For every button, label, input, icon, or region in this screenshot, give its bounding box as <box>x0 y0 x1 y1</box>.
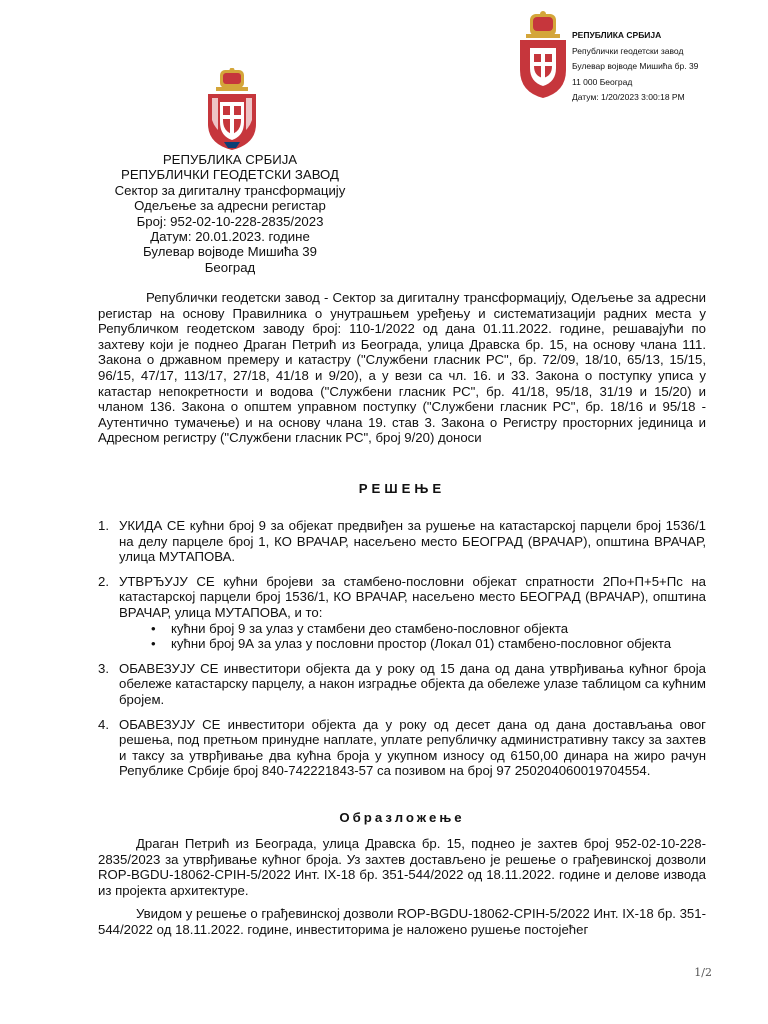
item-text: ОБАВЕЗУЈУ СЕ инвеститори објекта да у року од 15 дана од дана утврђивања кућног броја обележе катастарску парцелу, а након изградње објекта да обележе улазе таблицом са кућним бројем. <box>119 660 706 707</box>
document-header <box>90 152 370 275</box>
intro-paragraph: Републички геодетски завод - Сектор за дигиталну трансформацију, Одељење за адресни регистар на основу Правилника о унутрашњем уређењу и систематизацији радних места у Републичком геодетском заводу број: 110-1/2022 од дана 01.11.2022. године, решавајући по захтеву који је поднео Драган Петрић из Београда, улица Дравска бр. 15, на основу члана 111. Закона о државном премеру и катастру ("Службени гласник РС", бр. 72/09, 18/10, 65/13, 15/15, 96/15, 47/17, 113/17, 27/18, 41/18 и 9/20), а у вези са чл. 16. и 33. Закона о поступку уписа у катастар непокретности и водова ("Службени гласник РС", бр. 41/18, 95/18, 31/19 и 15/20) и чланом 136. Закона о општем управном поступку ("Службени гласник РС", бр. 18/16 и 95/18 - Аутентично тумачење) и на основу члана 19. став 3. Закона о Регистру просторних јединица и Адресном регистру ("Службени гласник РС", број 9/20) доноси <box>98 290 706 446</box>
item-text: УКИДА СЕ кућни број 9 за објекат предвиђен за рушење на катастарској парцели број 1536/1 на делу парцеле број 1, КО ВРАЧАР, насељено место БЕОГРАД (ВРАЧАР), општина ВРАЧАР, улица МУТАПОВА. <box>119 518 706 565</box>
item-number: 4. <box>98 716 109 732</box>
stamp-line: Републички геодетски завод <box>572 45 684 56</box>
item-text: УТВРЂУЈУ СЕ кућни бројеви за стамбено-пословни објекат спратности 2По+П+5+Пс на катастарској парцели број 1536/1, КО ВРАЧАР, насељено место БЕОГРАД (ВРАЧАР), општина ВРАЧАР, улица МУТАПОВА, и то: <box>119 573 706 620</box>
header-sector: Сектор за дигиталну трансформацију <box>114 182 346 198</box>
serbia-coat-of-arms-icon <box>204 68 260 152</box>
header-institution: РЕПУБЛИЧКИ ГЕОДЕТСКИ ЗАВОД <box>121 167 339 183</box>
bullet-item: • кућни број 9А за улаз у пословни простор (Локал 01) стамбено-пословног објекта <box>149 636 706 652</box>
header-date: Датум: 20.01.2023. године <box>150 229 310 245</box>
decision-title: РЕШЕЊЕ <box>358 481 446 496</box>
bullet-item: • кућни број 9 за улаз у стамбени део стамбено-пословног објекта <box>149 621 706 637</box>
item-text: ОБАВЕЗУЈУ СЕ инвеститори објекта да у року од десет дана од дана достављања овог решења, под претњом принудне наплате, уплате републичку административну таксу за захтев и таксу за утврђивање два кућна броја у укупном износу од 6150,00 динара на жиро рачун Републике Србије број 840-742221843-57 са позивом на број 97 250204060019704554. <box>119 716 706 779</box>
explanation-paragraph: Увидом у решење о грађевинској дозволи ROP-BGDU-18062-CPIH-5/2022 Инт. IX-18 бр. 351-544/2022 од 18.11.2022. године, инвеститорима је наложено рушење постојећег <box>98 906 706 937</box>
stamp-title: РЕПУБЛИКА СРБИЈА <box>572 30 662 40</box>
header-number: Број: 952-02-10-228-2835/2023 <box>136 213 324 229</box>
page-number: 1/2 <box>694 966 712 979</box>
explanation-paragraph: Драган Петрић из Београда, улица Дравска бр. 15, поднео је захтев број 952-02-10-228-2835/2023 за утврђивање кућног броја. Уз захтев достављено је решење о грађевинској дозволи ROP-BGDU-18062-CPIH-5/2022 Инт. IX-18 бр. 351-544/2022 од 18.11.2022. године и делове извода из пројекта архитектуре. <box>98 836 706 898</box>
decision-item <box>98 574 706 652</box>
header-city: Београд <box>204 259 256 275</box>
stamp-text <box>572 28 698 106</box>
decision-item <box>98 518 706 565</box>
header-country: РЕПУБЛИКА СРБИЈА <box>162 152 298 167</box>
stamp-date: Датум: 1/20/2023 3:00:18 PM <box>572 92 685 102</box>
item-number: 2. <box>98 573 109 589</box>
explanation-title: Образложење <box>339 810 465 825</box>
decision-items <box>98 518 706 788</box>
header-address: Булевар војводе Мишића 39 <box>143 244 317 260</box>
electronic-stamp <box>516 10 746 102</box>
item-bullets <box>119 621 706 652</box>
serbia-coat-of-arms-icon <box>516 10 570 100</box>
decision-item <box>98 661 706 708</box>
decision-item <box>98 717 706 779</box>
header-department: Одељење за адресни регистар <box>134 198 326 214</box>
item-number: 1. <box>98 518 109 533</box>
stamp-line: Булевар војводе Мишића бр. 39 <box>572 61 699 71</box>
item-number: 3. <box>98 660 109 676</box>
stamp-line: 11 000 Београд <box>572 76 633 87</box>
